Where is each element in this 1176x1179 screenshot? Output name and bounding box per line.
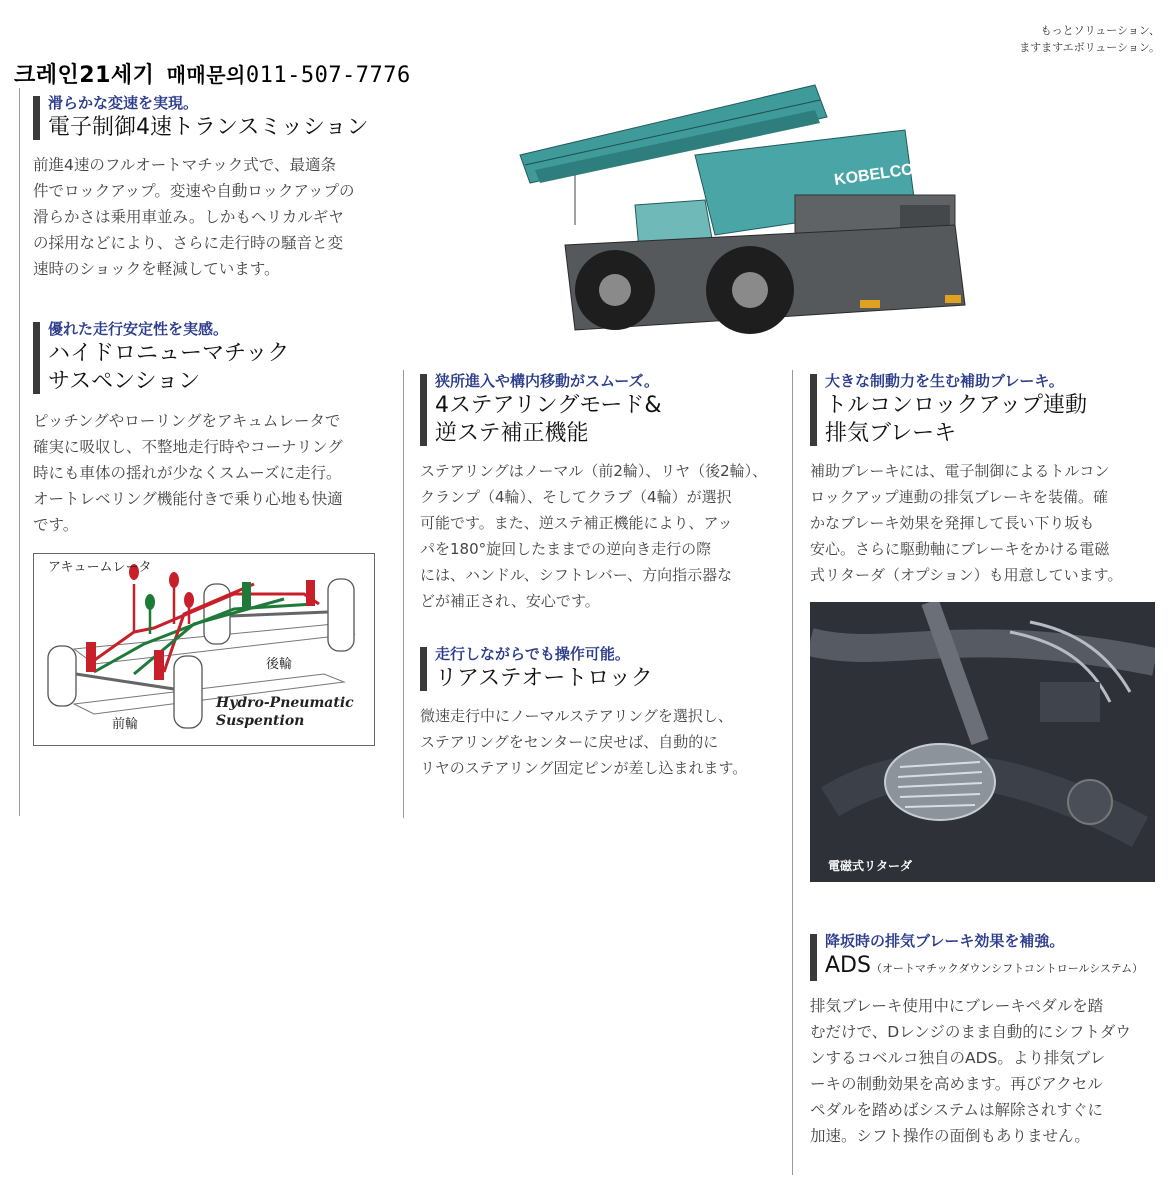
section-body (810, 993, 1165, 1149)
kobelco-logo: KOBELCO (833, 160, 915, 189)
cylinder (86, 642, 96, 672)
body-line: 件でロックアップ。変速や自動ロックアップの (33, 182, 355, 200)
body-line: オートレベリング機能付きで乗り心地も快適 (33, 490, 343, 508)
body-line: 前進4速のフルオートマチック式で、最適条 (33, 156, 336, 174)
body-line: リヤのステアリング固定ピンが差し込まれます。 (420, 759, 748, 777)
section-brake (810, 372, 1165, 588)
diagram-caption (216, 694, 354, 730)
body-line: 排気ブレーキ使用中にブレーキペダルを踏 (810, 997, 1104, 1015)
column-divider-left (19, 88, 20, 816)
section-title-line-1: トルコンロックアップ連動 (825, 393, 1088, 418)
section-subtitle: 狭所進入や構内移動がスムーズ。 (435, 372, 659, 390)
section-subtitle: 走行しながらでも操作可能。 (435, 645, 630, 663)
body-line: には、ハンドル、シフトレバー、方向指示器な (420, 566, 733, 584)
tagline-line-2: ますますエボリューション。 (1019, 41, 1160, 54)
body-line: の採用などにより、さらに走行時の騒音と変 (33, 234, 344, 252)
section-title-line-2: 逆ステ補正機能 (435, 421, 589, 446)
section-title-line-2: 排気ブレーキ (825, 421, 957, 446)
body-line: ピッチングやローリングをアキュムレータで (33, 412, 341, 430)
body-line: 補助ブレーキには、電子制御によるトルコン (810, 462, 1110, 480)
section-body (33, 408, 393, 538)
phone-number: 011-507-7776 (245, 63, 411, 88)
front-wheel-label: 前輪 (112, 717, 139, 732)
section-title: 電子制御4速トランスミッション (48, 115, 369, 140)
section-heading (420, 372, 780, 448)
cylinder (306, 580, 315, 606)
body-line: パを180°旋回したままでの逆向き走行の際 (420, 540, 712, 558)
section-autolock (420, 645, 780, 781)
body-line: クランプ（4輪）、そしてクラブ（4輪）が選択 (420, 488, 732, 506)
section-heading (420, 645, 780, 693)
section-ads (810, 932, 1165, 1149)
section-heading (810, 372, 1165, 448)
body-line: 速時のショックを軽減しています。 (33, 260, 280, 278)
body-line: ステアリングはノーマル（前2輪）、リヤ（後2輪）、 (420, 462, 768, 480)
section-body (420, 458, 780, 614)
company-name: 크레인21세기 (14, 63, 155, 88)
accumulator (184, 592, 194, 608)
section-body (810, 458, 1165, 588)
section-steering (420, 372, 780, 614)
accumulator (169, 572, 179, 588)
section-title: リアステオートロック (435, 666, 653, 691)
section-title-line-1: ハイドロニューマチック (48, 341, 290, 366)
diagram-caption-line: Suspention (216, 713, 305, 729)
retarder-caption: 電磁式リターダ (828, 859, 913, 873)
body-line: ペダルを踏めばシステムは解除されすぐに (810, 1101, 1103, 1119)
section-heading (33, 320, 393, 396)
front-right-wheel (174, 656, 202, 728)
section-subtitle: 滑らかな変速を実現。 (48, 94, 199, 112)
body-line: です。 (33, 516, 79, 534)
crane-illustration (515, 75, 985, 340)
suspension-diagram (33, 553, 375, 746)
section-suspension (33, 320, 393, 538)
accumulator (145, 594, 155, 610)
body-line: ステアリングをセンターに戻せば、自動的に (420, 733, 719, 751)
body-line: ロックアップ連動の排気ブレーキを装備。確 (810, 488, 1109, 506)
body-line: 式リターダ（オプション）も用意しています。 (810, 566, 1123, 584)
section-title-line-1: 4ステアリングモード& (435, 393, 662, 418)
front-left-wheel (48, 646, 76, 706)
contact-label: 매매문의 (166, 63, 246, 87)
cylinder (154, 650, 164, 680)
section-subtitle: 優れた走行安定性を実感。 (48, 320, 229, 338)
section-transmission (33, 94, 393, 282)
crane-photo (515, 75, 985, 340)
dealer-header (14, 58, 411, 89)
section-title-note: （オートマチックダウンシフトコントロールシステム） (870, 962, 1144, 975)
section-title (825, 952, 1165, 983)
section-body (420, 703, 780, 781)
rear-wheel-label: 後輪 (266, 657, 293, 672)
body-line: ンするコベルコ独自のADS。より排気ブレ (810, 1049, 1106, 1067)
section-body (33, 152, 393, 282)
column-divider-right (792, 370, 793, 1175)
body-line: 滑らかさは乗用車並み。しかもヘリカルギヤ (33, 208, 344, 226)
tagline-line-1: もっとソリューション、 (1040, 24, 1160, 37)
body-line: 時にも車体の揺れが少なくスムーズに走行。 (33, 464, 342, 482)
body-line: どが補正され、安心です。 (420, 592, 600, 610)
rear-right-wheel (328, 579, 354, 651)
section-subtitle: 降坂時の排気ブレーキ効果を補強。 (825, 932, 1065, 950)
retarder-photo (810, 602, 1155, 882)
body-line: むだけで、Dレンジのまま自動的にシフトダウ (810, 1023, 1131, 1041)
tagline (960, 22, 1160, 56)
section-title-main: ADS (825, 953, 871, 978)
section-heading (810, 932, 1165, 983)
body-line: 確実に吸収し、不整地走行時やコーナリング (33, 438, 343, 456)
body-line: 微速走行中にノーマルステアリングを選択し、 (420, 707, 733, 725)
body-line: 加速。シフト操作の面倒もありません。 (810, 1127, 1090, 1145)
body-line: 安心。さらに駆動軸にブレーキをかける電磁 (810, 540, 1110, 558)
diagram-caption-line: Hydro-Pneumatic (216, 695, 354, 711)
section-subtitle: 大きな制動力を生む補助ブレーキ。 (825, 372, 1064, 390)
accumulator-label: アキュームレータ (48, 560, 152, 575)
body-line: ーキの制動効果を高めます。再びアクセル (810, 1075, 1103, 1093)
section-title-line-2: サスペンション (48, 369, 201, 394)
body-line: 可能です。また、逆ステ補正機能により、アッ (420, 514, 733, 532)
cylinder (242, 582, 251, 608)
retarder-illustration (810, 602, 1155, 882)
section-heading (33, 94, 393, 142)
body-line: かなブレーキ効果を発揮して長い下り坂も (810, 514, 1095, 532)
column-divider-middle (403, 370, 404, 818)
